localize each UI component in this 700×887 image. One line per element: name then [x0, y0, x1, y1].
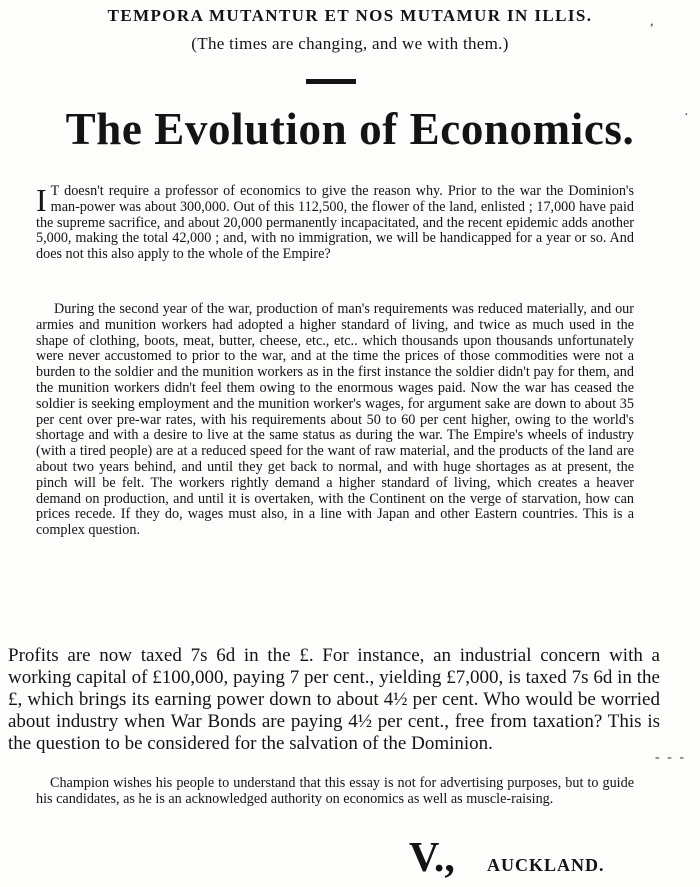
- print-speck-mark: ·: [684, 108, 689, 123]
- print-speck-mark: - - -: [655, 750, 686, 765]
- paragraph-4: Champion wishes his people to understand that this essay is not for advertising purposes, but to guide his candidates, as he is an acknowledged authority on economics as well as muscle-raising.: [36, 775, 634, 807]
- paragraph-3: Profits are now taxed 7s 6d in the £. For instance, an industrial concern with a working capital of £100,000, paying 7 per cent., yielding £7,000, is taxed 7s 6d in the £, which brings its earning power down to about 4½ per cent. Who would be worried about industry when War Bonds are paying 4½ per cent., free from taxation? This is the question to be considered for the salvation of the Dominion.: [8, 645, 660, 754]
- paragraph-1: [36, 184, 634, 263]
- article-title: The Evolution of Economics.: [65, 104, 635, 154]
- drop-cap: I: [36, 182, 47, 218]
- latin-motto: TEMPORA MUTANTUR ET NOS MUTAMUR IN ILLIS.: [107, 6, 593, 25]
- print-speck-mark: ,: [650, 14, 654, 29]
- motto-translation: (The times are changing, and we with them.): [191, 34, 509, 53]
- signature-initial: V.,: [409, 835, 455, 881]
- paragraph-2: During the second year of the war, production of man's requirements was reduced materially, and our armies and munition workers had adopted a higher standard of living, and twice as much used in the shape of clothing, boots, meat, butter, cheese, etc., etc.. which thousands upon thousands unfortunately were never accustomed to prior to the war, and at the time the prices of those commodities were not a burden to the soldier and the munition workers as in the first instance the soldier didn't pay for them, and the munition workers didn't feel them owing to the enormous wages paid. Now the war has ceased the soldier is seeking employment and the munition worker's wages, for argument sake are down to about 35 per cent over pre-war rates, with his requirements about 50 to 60 per cent higher, owing to the world's shortage and with a desire to live at the same status as during the war. The Empire's wheels of industry (with a tired people) are at a reduced speed for the want of raw material, and the products of the land are about two years behind, and until they get back to normal, and with huge shortages as at present, the pinch will be felt. The workers rightly demand a higher standard of living, which creates a heaver demand on production, and until it is overtaken, with the Continent on the verge of starvation, how can prices recede. If they do, wages must also, in a line with Japan and other Eastern countries. This is a complex question.: [36, 301, 634, 539]
- signature-place: AUCKLAND.: [487, 855, 605, 875]
- divider-rule: [306, 79, 356, 84]
- paragraph-1-text: T doesn't require a professor of economics to give the reason why. Prior to the war the Dominion's man-power was about 300,000. Out of this 112,500, the flower of the land, enlisted ; 17,000 have paid the supreme sacrifice, and about 20,000 permanently incapacitated, and the recent epidemic adds another 5,000, making the total 42,000 ; and, with no immigration, we will be handicapped for a year or so. And does not this also apply to the whole of the Empire?: [36, 183, 634, 263]
